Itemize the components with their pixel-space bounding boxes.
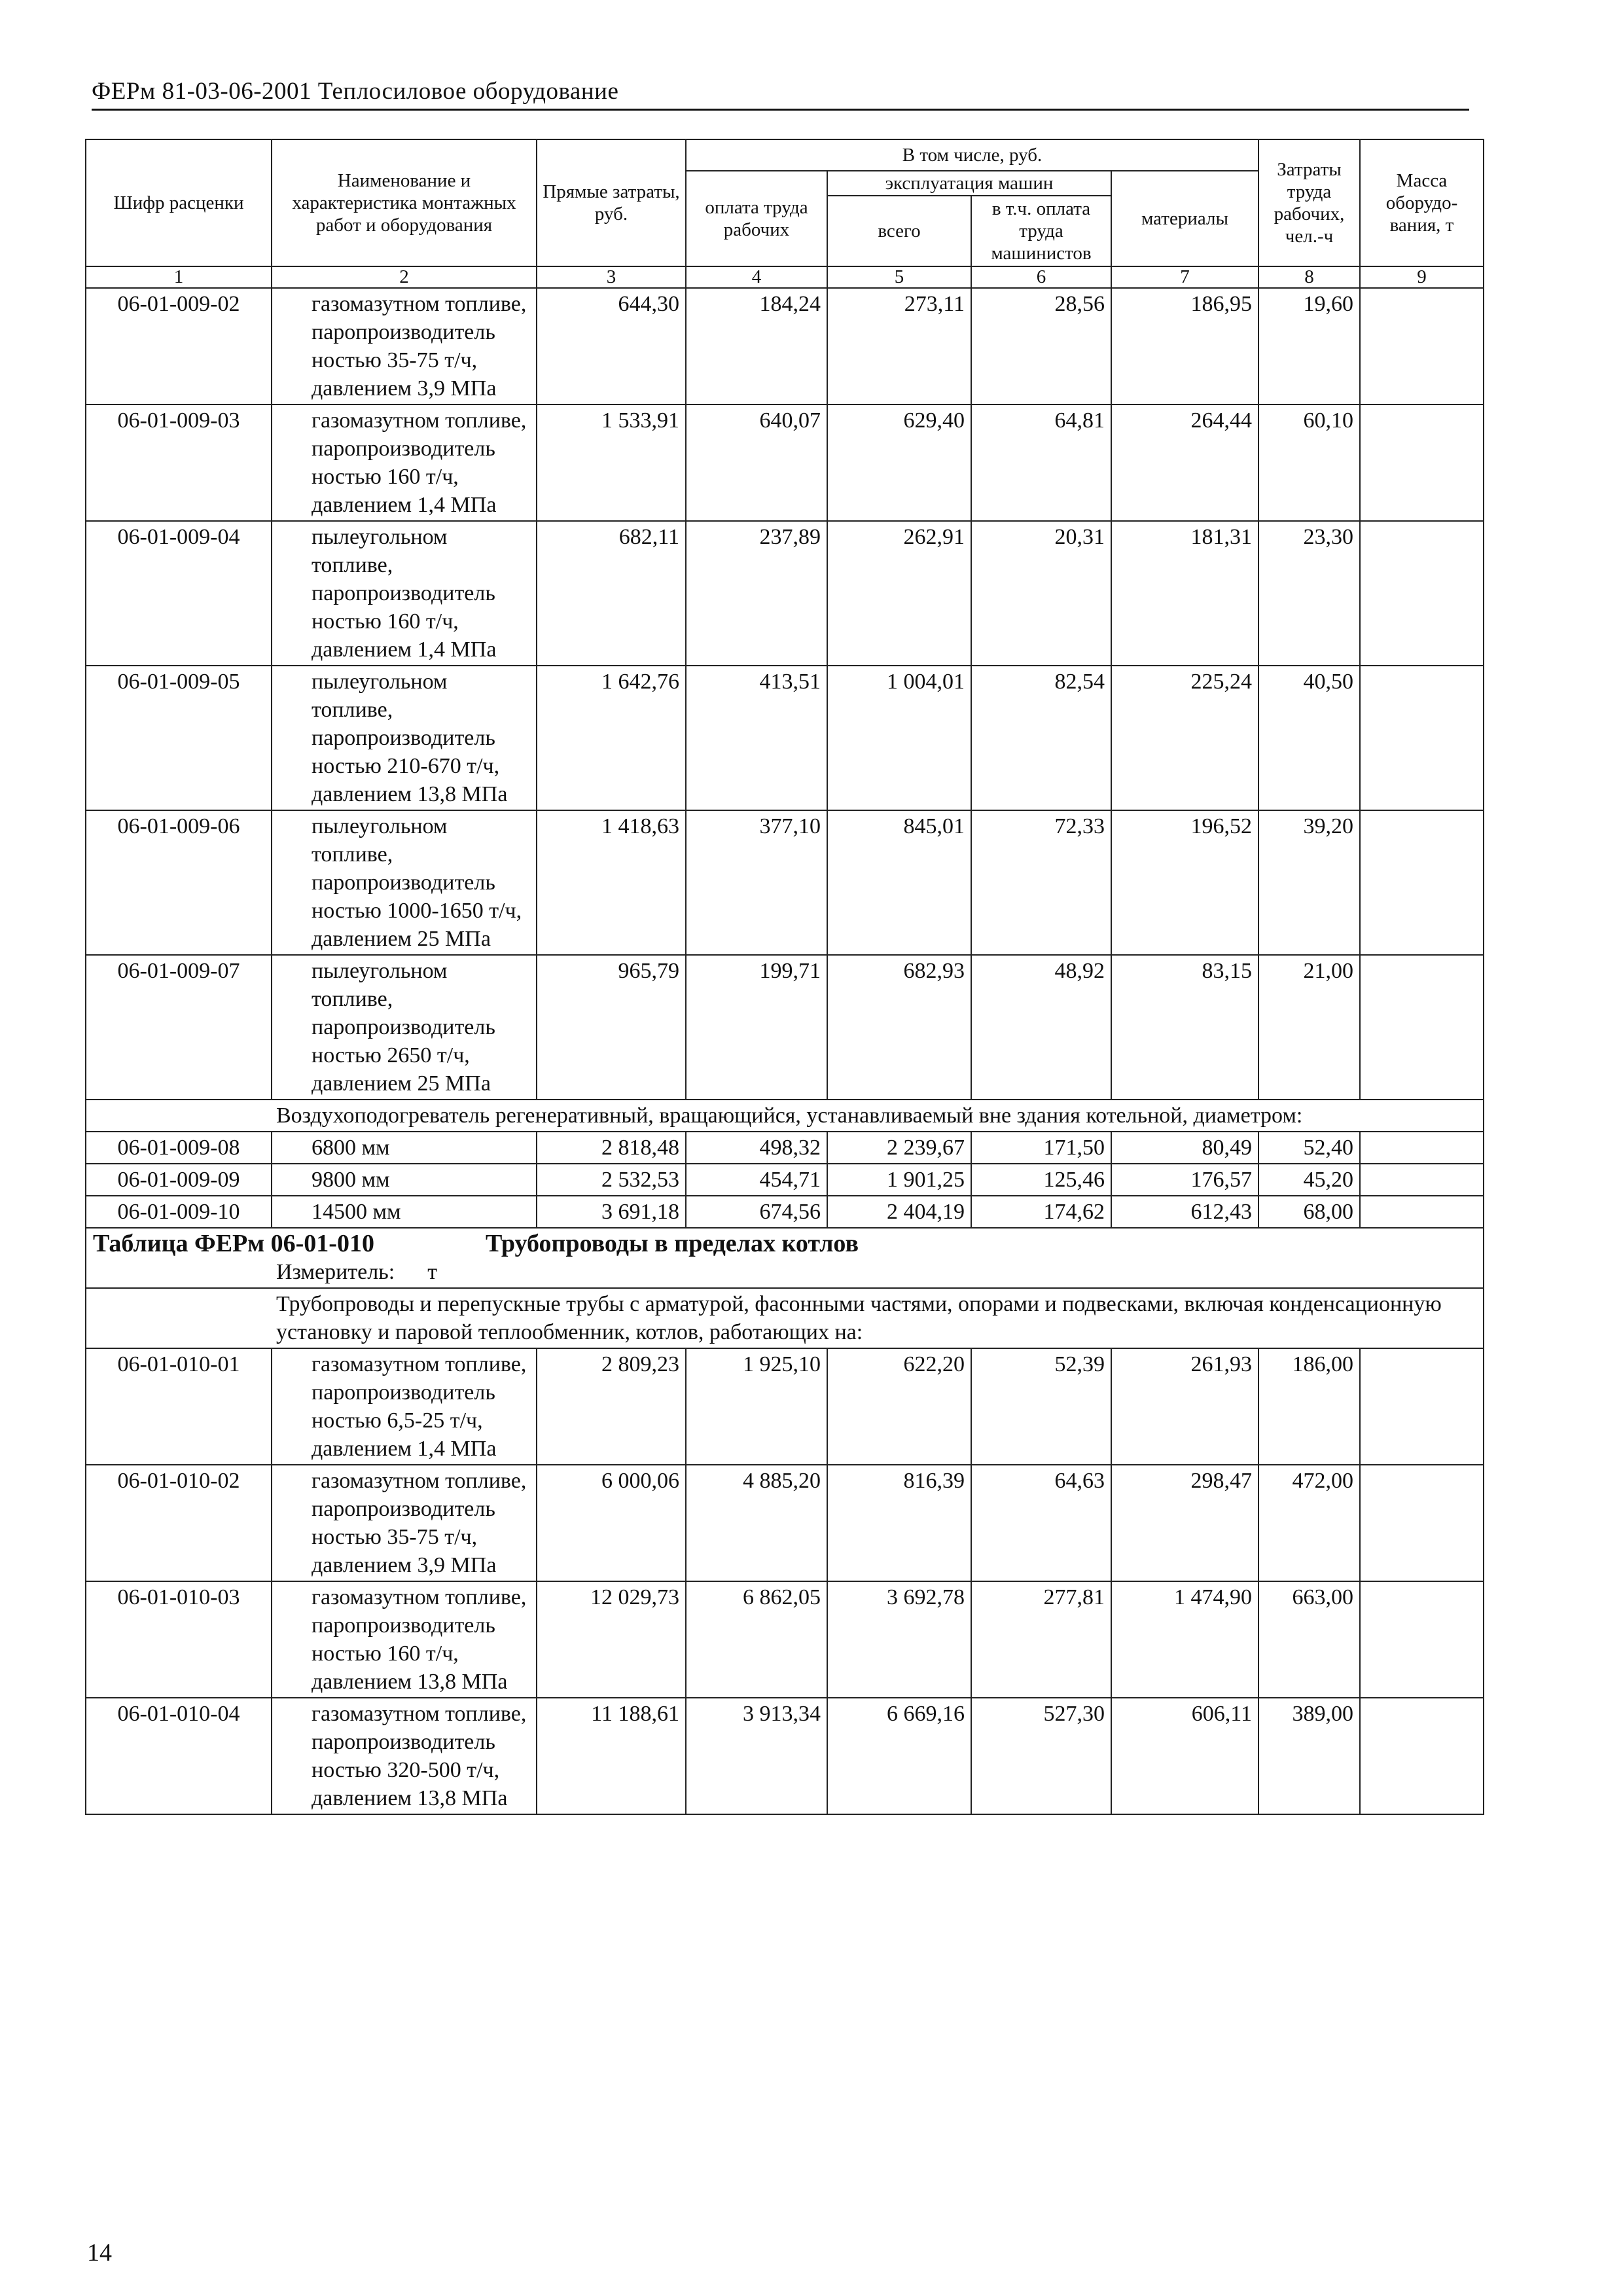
cell-labor-pay: 6 862,05 [686,1581,827,1698]
cell-labor-hours: 40,50 [1258,666,1360,810]
cell-name: пылеугольном топливе, паропроизводитель ностью 2650 т/ч, давлением 25 МПа [272,955,537,1100]
cell-labor-pay: 498,32 [686,1132,827,1164]
table-010-title-cell [86,1228,1484,1288]
cell-code: 06-01-010-04 [86,1698,272,1814]
cell-materials: 83,15 [1111,955,1258,1100]
cell-mass [1360,288,1484,404]
cell-materials: 186,95 [1111,288,1258,404]
table-row [86,288,1484,404]
cell-machines-total: 629,40 [827,404,971,521]
cell-labor-pay: 1 925,10 [686,1348,827,1465]
cell-materials: 1 474,90 [1111,1581,1258,1698]
cell-machines-total: 845,01 [827,810,971,955]
cell-direct-cost: 682,11 [537,521,686,666]
cell-name: пылеугольном топливе, паропроизводитель ностью 160 т/ч, давлением 1,4 МПа [272,521,537,666]
cell-direct-cost: 2 818,48 [537,1132,686,1164]
cell-direct-cost: 1 642,76 [537,666,686,810]
cell-machinists-pay: 64,63 [971,1465,1111,1581]
cell-code: 06-01-009-04 [86,521,272,666]
table-row [86,404,1484,521]
price-table [85,139,1484,1815]
cell-name: 14500 мм [272,1196,537,1228]
cell-mass [1360,1164,1484,1196]
col-header-machines: эксплуатация машин [827,171,1111,196]
cell-machinists-pay: 277,81 [971,1581,1111,1698]
cell-code: 06-01-009-06 [86,810,272,955]
cell-name: 9800 мм [272,1164,537,1196]
cell-machinists-pay: 72,33 [971,810,1111,955]
page-header-title: ФЕРм 81-03-06-2001 Теплосиловое оборудование [92,78,619,105]
cell-direct-cost: 11 188,61 [537,1698,686,1814]
col-number: 9 [1360,266,1484,288]
cell-materials: 606,11 [1111,1698,1258,1814]
cell-labor-pay: 454,71 [686,1164,827,1196]
cell-code: 06-01-009-10 [86,1196,272,1228]
cell-materials: 225,24 [1111,666,1258,810]
col-header-labor: оплата труда рабочих [686,171,827,266]
cell-name: 6800 мм [272,1132,537,1164]
cell-code: 06-01-009-09 [86,1164,272,1196]
cell-labor-hours: 60,10 [1258,404,1360,521]
cell-materials: 196,52 [1111,810,1258,955]
cell-labor-hours: 39,20 [1258,810,1360,955]
cell-mass [1360,810,1484,955]
cell-machines-total: 273,11 [827,288,971,404]
cell-direct-cost: 3 691,18 [537,1196,686,1228]
cell-labor-pay: 237,89 [686,521,827,666]
cell-machines-total: 816,39 [827,1465,971,1581]
cell-labor-hours: 45,20 [1258,1164,1360,1196]
cell-materials: 612,43 [1111,1196,1258,1228]
table-row [86,1348,1484,1465]
cell-machinists-pay: 20,31 [971,521,1111,666]
cell-materials: 264,44 [1111,404,1258,521]
section-heater [86,1100,1484,1132]
cell-mass [1360,1465,1484,1581]
col-header-materials: материалы [1111,171,1258,266]
table-row [86,1581,1484,1698]
cell-code: 06-01-009-02 [86,288,272,404]
cell-direct-cost: 12 029,73 [537,1581,686,1698]
cell-code: 06-01-009-05 [86,666,272,810]
table-row [86,1465,1484,1581]
col-header-machines-total: всего [827,196,971,266]
col-number: 6 [971,266,1111,288]
cell-materials: 80,49 [1111,1132,1258,1164]
unit-value: т [427,1260,438,1284]
table-010-header [86,1228,1484,1348]
cell-direct-cost: 2 809,23 [537,1348,686,1465]
cell-labor-pay: 640,07 [686,404,827,521]
cell-machinists-pay: 171,50 [971,1132,1111,1164]
table-row [86,1698,1484,1814]
cell-name: газомазутном топливе, паропроизводитель ностью 160 т/ч, давлением 1,4 МПа [272,404,537,521]
col-header-name: Наименование и характеристика монтажных работ и оборудования [272,139,537,266]
cell-labor-pay: 674,56 [686,1196,827,1228]
header-rule [92,109,1469,111]
cell-mass [1360,955,1484,1100]
table-010-title [93,1230,1477,1258]
col-header-code: Шифр расценки [86,139,272,266]
cell-machines-total: 2 239,67 [827,1132,971,1164]
cell-materials: 261,93 [1111,1348,1258,1465]
section-heading: Воздухоподогреватель регенеративный, вращающийся, устанавливаемый вне здания котельной, диаметром: [86,1100,1484,1132]
unit-line [93,1258,1477,1286]
cell-direct-cost: 1 533,91 [537,404,686,521]
table-row [86,1164,1484,1196]
rows-table-010 [86,1348,1484,1814]
unit-label: Измеритель: [276,1260,395,1284]
col-number: 3 [537,266,686,288]
cell-name: пылеугольном топливе, паропроизводитель ностью 210-670 т/ч, давлением 13,8 МПа [272,666,537,810]
col-header-mass: Масса оборудо-вания, т [1360,139,1484,266]
cell-code: 06-01-009-07 [86,955,272,1100]
cell-mass [1360,404,1484,521]
table-row [86,521,1484,666]
cell-machines-total: 1 901,25 [827,1164,971,1196]
cell-machines-total: 262,91 [827,521,971,666]
cell-direct-cost: 1 418,63 [537,810,686,955]
cell-labor-pay: 413,51 [686,666,827,810]
cell-labor-hours: 389,00 [1258,1698,1360,1814]
col-number: 2 [272,266,537,288]
cell-machinists-pay: 174,62 [971,1196,1111,1228]
table-row [86,1132,1484,1164]
cell-materials: 298,47 [1111,1465,1258,1581]
cell-direct-cost: 965,79 [537,955,686,1100]
cell-direct-cost: 644,30 [537,288,686,404]
table-row [86,1196,1484,1228]
column-number-row [86,266,1484,288]
table-row [86,810,1484,955]
cell-machines-total: 622,20 [827,1348,971,1465]
cell-mass [1360,1698,1484,1814]
cell-name: газомазутном топливе, паропроизводитель ностью 160 т/ч, давлением 13,8 МПа [272,1581,537,1698]
cell-labor-hours: 52,40 [1258,1132,1360,1164]
cell-labor-hours: 472,00 [1258,1465,1360,1581]
cell-labor-pay: 184,24 [686,288,827,404]
table-010-label: Таблица ФЕРм 06-01-010 [93,1230,374,1257]
cell-mass [1360,1348,1484,1465]
cell-name: газомазутном топливе, паропроизводитель ностью 6,5-25 т/ч, давлением 1,4 МПа [272,1348,537,1465]
cell-machines-total: 682,93 [827,955,971,1100]
cell-code: 06-01-010-01 [86,1348,272,1465]
cell-direct-cost: 6 000,06 [537,1465,686,1581]
cell-name: газомазутном топливе, паропроизводитель ностью 35-75 т/ч, давлением 3,9 МПа [272,288,537,404]
table-010-description: Трубопроводы и перепускные трубы с арматурой, фасонными частями, опорами и подвесками, включая конденсационную установку и паровой теплообменник, котлов, работающих на: [86,1288,1484,1348]
cell-code: 06-01-010-02 [86,1465,272,1581]
cell-labor-hours: 68,00 [1258,1196,1360,1228]
cell-labor-hours: 19,60 [1258,288,1360,404]
cell-machinists-pay: 82,54 [971,666,1111,810]
col-number: 4 [686,266,827,288]
cell-labor-hours: 186,00 [1258,1348,1360,1465]
table-row [86,955,1484,1100]
cell-code: 06-01-010-03 [86,1581,272,1698]
cell-machines-total: 6 669,16 [827,1698,971,1814]
cell-machinists-pay: 28,56 [971,288,1111,404]
cell-mass [1360,521,1484,666]
rows-table-009 [86,288,1484,1100]
col-header-machinists: в т.ч. оплата труда машинистов [971,196,1111,266]
cell-code: 06-01-009-08 [86,1132,272,1164]
cell-labor-hours: 663,00 [1258,1581,1360,1698]
cell-machinists-pay: 64,81 [971,404,1111,521]
col-number: 7 [1111,266,1258,288]
cell-mass [1360,1196,1484,1228]
cell-machinists-pay: 527,30 [971,1698,1111,1814]
cell-machines-total: 3 692,78 [827,1581,971,1698]
table-header [86,139,1484,288]
cell-mass [1360,666,1484,810]
col-number: 1 [86,266,272,288]
cell-labor-pay: 3 913,34 [686,1698,827,1814]
cell-labor-pay: 377,10 [686,810,827,955]
cell-machines-total: 1 004,01 [827,666,971,810]
col-number: 5 [827,266,971,288]
col-header-direct: Прямые затраты, руб. [537,139,686,266]
cell-machinists-pay: 125,46 [971,1164,1111,1196]
cell-machinists-pay: 48,92 [971,955,1111,1100]
table-row [86,666,1484,810]
col-number: 8 [1258,266,1360,288]
cell-mass [1360,1581,1484,1698]
cell-machinists-pay: 52,39 [971,1348,1111,1465]
col-header-labor-hours: Затраты труда рабочих, чел.-ч [1258,139,1360,266]
col-header-including: В том числе, руб. [686,139,1258,171]
cell-labor-pay: 4 885,20 [686,1465,827,1581]
table-010-name: Трубопроводы в пределах котлов [486,1230,859,1257]
cell-name: газомазутном топливе, паропроизводитель ностью 320-500 т/ч, давлением 13,8 МПа [272,1698,537,1814]
cell-materials: 181,31 [1111,521,1258,666]
cell-direct-cost: 2 532,53 [537,1164,686,1196]
cell-machines-total: 2 404,19 [827,1196,971,1228]
page-number: 14 [87,2239,112,2267]
cell-labor-hours: 23,30 [1258,521,1360,666]
cell-name: газомазутном топливе, паропроизводитель ностью 35-75 т/ч, давлением 3,9 МПа [272,1465,537,1581]
cell-materials: 176,57 [1111,1164,1258,1196]
rows-heater [86,1132,1484,1228]
cell-labor-pay: 199,71 [686,955,827,1100]
cell-name: пылеугольном топливе, паропроизводитель ностью 1000-1650 т/ч, давлением 25 МПа [272,810,537,955]
cell-mass [1360,1132,1484,1164]
cell-labor-hours: 21,00 [1258,955,1360,1100]
cell-code: 06-01-009-03 [86,404,272,521]
